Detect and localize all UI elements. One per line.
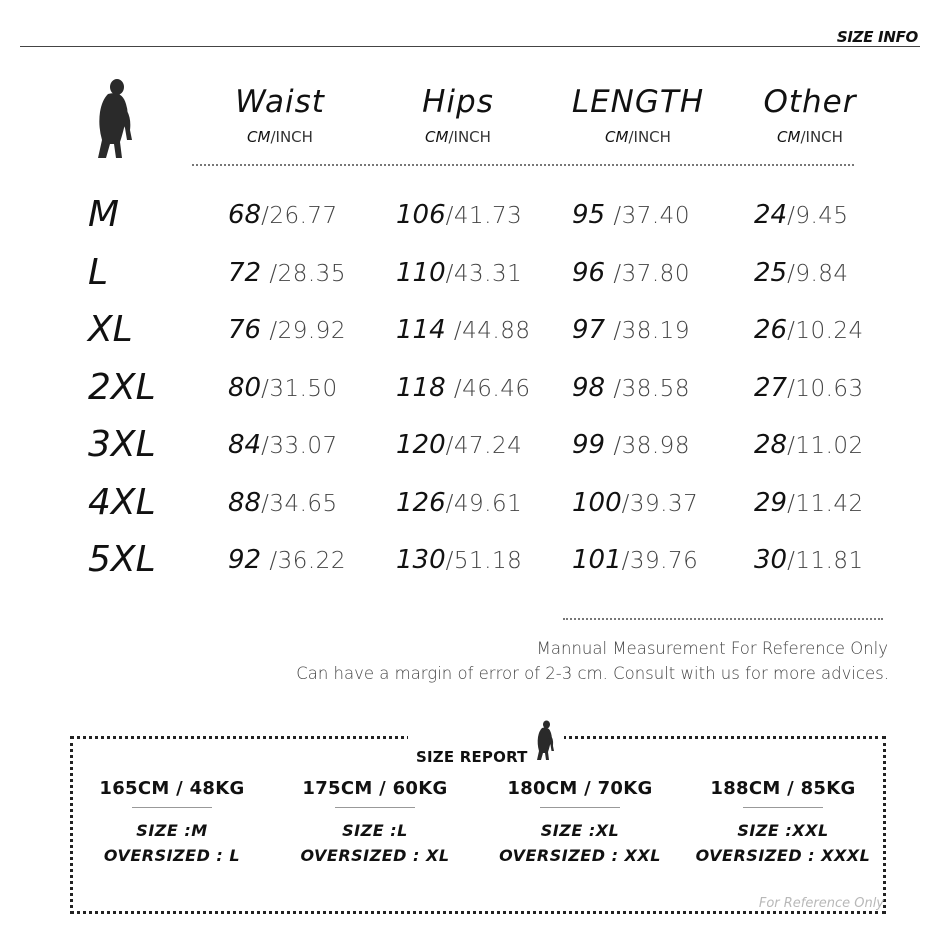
inch-value: /26.77 — [261, 203, 338, 229]
size-label: 4XL — [88, 481, 156, 523]
inch-value: /31.50 — [261, 375, 338, 402]
report-metric: 175CM / 60KG — [302, 778, 448, 799]
measurement-cell — [754, 200, 849, 230]
cm-value: 72 — [228, 257, 270, 288]
cm-value: 99 — [572, 430, 614, 460]
cm-value: 80 — [228, 372, 262, 403]
inch-value: /37.80 — [613, 260, 690, 287]
measurement-cell — [572, 315, 690, 345]
measurement-cell — [228, 258, 346, 288]
report-metric: 180CM / 70KG — [507, 778, 653, 799]
inch-value: /11.42 — [787, 490, 864, 517]
report-item-3 — [480, 778, 680, 868]
measurement-cell — [572, 430, 690, 460]
measurement-cell — [228, 545, 346, 575]
cm-value: 130 — [396, 545, 446, 575]
report-divider — [335, 807, 415, 808]
inch-value: /29.92 — [269, 318, 346, 344]
size-label: 2XL — [88, 366, 156, 408]
measurement-cell — [228, 430, 338, 460]
report-size: SIZE :XL — [540, 821, 620, 840]
cm-value: 24 — [754, 200, 788, 230]
inch-value: /9.45 — [787, 203, 849, 229]
inch-value: /38.98 — [613, 433, 690, 459]
size-report-title: SIZE REPORT — [416, 748, 528, 766]
cm-value: 29 — [754, 487, 788, 518]
cm-value: 28 — [754, 430, 788, 460]
size-info-label: SIZE INFO — [836, 28, 918, 46]
cm-value: 92 — [228, 545, 270, 575]
inch-value: /51.18 — [445, 548, 523, 574]
measurement-cell — [754, 545, 864, 575]
cm-value: 110 — [396, 257, 446, 288]
report-oversized: OVERSIZED : XXL — [499, 846, 661, 865]
gorilla-silhouette-icon — [92, 78, 136, 162]
cm-value: 98 — [572, 372, 614, 403]
reference-footnote: For Reference Only — [758, 896, 884, 911]
column-unit-other: CM/INCH — [777, 128, 843, 146]
inch-value: /49.61 — [445, 490, 523, 517]
cm-value: 96 — [572, 257, 614, 288]
measurement-cell — [572, 200, 690, 230]
report-item-4 — [683, 778, 883, 868]
inch-value: /11.02 — [787, 433, 864, 459]
inch-value: /38.58 — [613, 375, 690, 402]
top-divider — [20, 46, 920, 47]
note-line-2: Can have a margin of error of 2-3 cm. Consult with us for more advices. — [296, 664, 889, 683]
inch-value: /41.73 — [445, 203, 523, 229]
report-oversized: OVERSIZED : XL — [300, 846, 450, 865]
report-size: SIZE :L — [342, 821, 408, 840]
cm-value: 95 — [572, 200, 614, 230]
report-metric: 165CM / 48KG — [99, 778, 245, 799]
cm-value: 118 — [396, 372, 454, 403]
cm-value: 27 — [754, 372, 788, 403]
column-unit-waist: CM/INCH — [247, 128, 313, 146]
inch-value: /10.24 — [787, 318, 864, 344]
cm-value: 101 — [572, 545, 622, 575]
measurement-cell — [396, 488, 522, 518]
inch-value: /47.24 — [445, 433, 523, 459]
cm-value: 26 — [754, 315, 788, 345]
measurement-cell — [754, 488, 864, 518]
measurement-cell — [396, 200, 522, 230]
cm-value: 114 — [396, 315, 454, 345]
size-label: XL — [88, 309, 133, 350]
cm-value: 88 — [228, 487, 262, 518]
report-size: SIZE :M — [136, 821, 208, 840]
report-divider — [132, 807, 212, 808]
inch-value: /44.88 — [453, 318, 531, 344]
cm-value: 68 — [228, 200, 262, 230]
inch-value: /11.81 — [787, 548, 864, 574]
cm-value: 76 — [228, 315, 270, 345]
measurement-cell — [396, 545, 522, 575]
column-title-hips: Hips — [422, 84, 494, 120]
inch-value: /36.22 — [269, 548, 346, 574]
report-size: SIZE :XXL — [737, 821, 829, 840]
cm-value: 106 — [396, 200, 446, 230]
report-oversized: OVERSIZED : L — [103, 846, 241, 865]
cm-value: 84 — [228, 430, 262, 460]
cm-value: 97 — [572, 315, 614, 345]
measurement-cell — [228, 200, 338, 230]
cm-value: 126 — [396, 487, 446, 518]
measurement-cell — [754, 315, 864, 345]
inch-value: /10.63 — [787, 375, 864, 402]
cm-value: 100 — [572, 487, 622, 518]
inch-value: /38.19 — [613, 318, 690, 344]
measurement-cell — [228, 373, 338, 403]
inch-value: /39.76 — [621, 548, 699, 574]
column-title-waist: Waist — [235, 84, 325, 120]
size-label: 5XL — [88, 539, 156, 580]
measurement-cell — [572, 373, 690, 403]
cm-value: 30 — [754, 545, 788, 575]
column-title-length: LENGTH — [571, 84, 705, 120]
measurement-cell — [396, 258, 522, 288]
measurement-cell — [572, 545, 698, 575]
column-unit-length: CM/INCH — [605, 128, 671, 146]
size-label: L — [88, 251, 109, 293]
column-title-other: Other — [763, 84, 857, 120]
measurement-cell — [396, 430, 522, 460]
measurement-cell — [572, 258, 690, 288]
header-dotted-divider — [192, 164, 854, 166]
inch-value: /43.31 — [445, 260, 523, 287]
notes-dotted-divider — [563, 618, 883, 620]
report-metric: 188CM / 85KG — [710, 778, 856, 799]
report-divider — [743, 807, 823, 808]
report-divider — [540, 807, 620, 808]
inch-value: /39.37 — [621, 490, 699, 517]
measurement-cell — [572, 488, 698, 518]
inch-value: /33.07 — [261, 433, 338, 459]
measurement-cell — [754, 430, 864, 460]
note-line-1: Mannual Measurement For Reference Only — [536, 639, 888, 658]
report-item-2 — [275, 778, 475, 868]
measurement-cell — [228, 488, 338, 518]
inch-value: /28.35 — [269, 260, 346, 287]
column-unit-hips: CM/INCH — [425, 128, 491, 146]
measurement-cell — [396, 315, 530, 345]
measurement-cell — [754, 258, 849, 288]
inch-value: /46.46 — [453, 375, 531, 402]
gorilla-silhouette-small-icon — [534, 718, 556, 768]
measurement-cell — [754, 373, 864, 403]
size-label: M — [88, 194, 120, 235]
size-report-header — [408, 718, 564, 768]
inch-value: /37.40 — [613, 203, 690, 229]
measurement-cell — [228, 315, 346, 345]
size-label: 3XL — [88, 424, 156, 465]
cm-value: 25 — [754, 257, 788, 288]
report-oversized: OVERSIZED : XXXL — [695, 846, 871, 865]
report-item-1 — [72, 778, 272, 868]
inch-value: /9.84 — [787, 260, 849, 287]
inch-value: /34.65 — [261, 490, 338, 517]
measurement-cell — [396, 373, 530, 403]
cm-value: 120 — [396, 430, 446, 460]
